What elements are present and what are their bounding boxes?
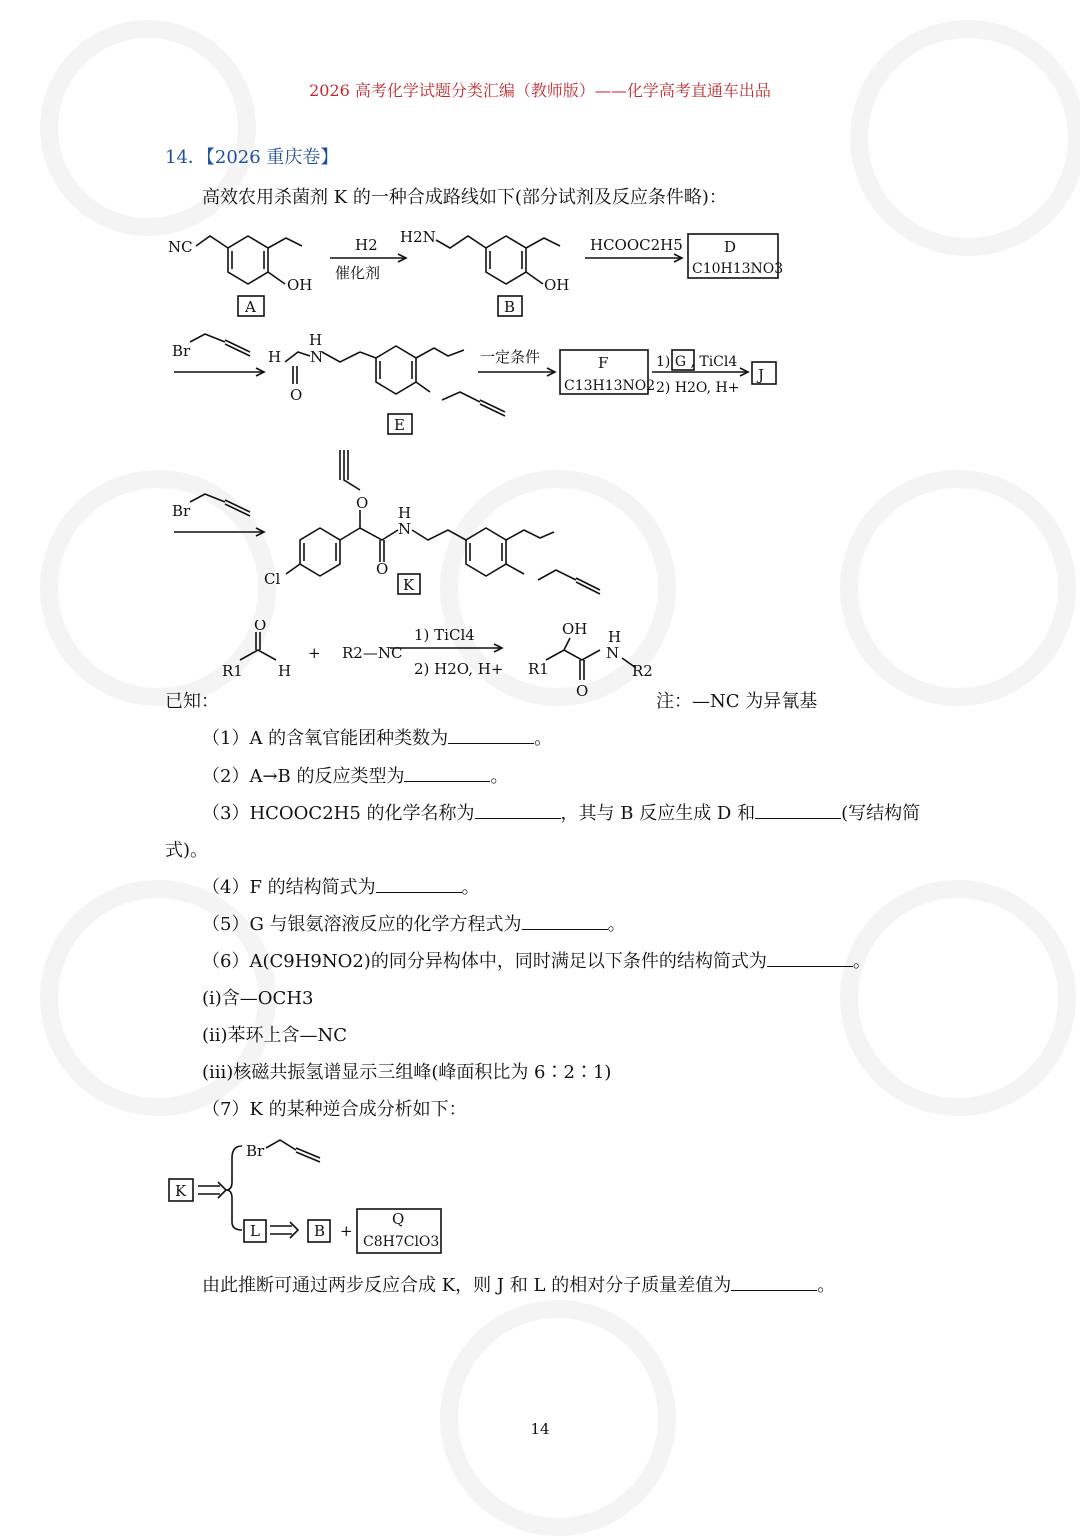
condition-iii: (iii)核磁共振氢谱显示三组峰(峰面积比为 6∶2∶1) — [202, 1062, 612, 1083]
svg-text:+: + — [308, 644, 321, 662]
page-header: 2026 高考化学试题分类汇编（教师版）——化学高考直通车出品 — [309, 81, 771, 100]
watermark — [840, 880, 1076, 1116]
svg-text:Br: Br — [172, 342, 191, 360]
question-4: （4）F 的结构简式为 。 — [202, 877, 480, 898]
watermark — [440, 1300, 676, 1536]
svg-text:H: H — [608, 628, 622, 646]
svg-text:O: O — [576, 682, 589, 700]
question-1: （1）A 的含氧官能团种类数为 。 — [202, 728, 553, 749]
retrosynthesis-diagram — [0, 1130, 1080, 1260]
svg-text:A: A — [245, 298, 256, 316]
svg-text:OH: OH — [562, 620, 588, 638]
svg-text:一定条件: 一定条件 — [480, 348, 541, 366]
svg-text:C13H13NO2: C13H13NO2 — [564, 378, 656, 394]
svg-text:Br: Br — [246, 1142, 265, 1160]
svg-text:B: B — [314, 1222, 326, 1240]
svg-text:+: + — [340, 1222, 353, 1240]
svg-text:O: O — [376, 560, 389, 578]
svg-text:H: H — [278, 662, 292, 680]
svg-text:N: N — [310, 348, 324, 366]
svg-text:O: O — [254, 620, 267, 634]
svg-text:K: K — [403, 576, 415, 594]
answer-blank[interactable] — [731, 1274, 817, 1291]
question-6: （6）A(C9H9NO2)的同分异构体中，同时满足以下条件的结构简式为 。 — [202, 951, 871, 972]
svg-text:R2—NC: R2—NC — [342, 644, 403, 662]
svg-text:2) H2O, H+: 2) H2O, H+ — [414, 660, 504, 678]
svg-text:2) H2O, H+: 2) H2O, H+ — [656, 380, 740, 396]
svg-text:O: O — [356, 494, 369, 512]
svg-text:B: B — [504, 298, 516, 316]
svg-text:OH: OH — [544, 276, 570, 294]
svg-text:H: H — [268, 348, 282, 366]
svg-text:E: E — [394, 416, 405, 434]
svg-text:H: H — [309, 331, 323, 349]
condition-i: (i)含—OCH3 — [202, 988, 314, 1009]
svg-text:O: O — [290, 386, 303, 404]
question-3: （3）HCOOC2H5 的化学名称为 ，其与 B 反应生成 D 和 (写结构简 — [202, 803, 921, 824]
known-prefix: 已知： — [165, 691, 219, 712]
svg-text:R1: R1 — [222, 662, 243, 680]
final-question: 由此推断可通过两步反应合成 K，则 J 和 L 的相对分子质量差值为 。 — [202, 1275, 836, 1296]
answer-blank[interactable] — [404, 765, 490, 782]
svg-text:OH: OH — [287, 276, 313, 294]
svg-text:J: J — [758, 366, 765, 384]
synthesis-scheme — [0, 215, 1080, 605]
page-number: 14 — [530, 1420, 550, 1438]
svg-text:催化剂: 催化剂 — [335, 264, 381, 282]
question-intro: 高效农用杀菌剂 K 的一种合成路线如下(部分试剂及反应条件略)： — [202, 187, 727, 208]
svg-text:D: D — [724, 238, 737, 256]
svg-text:HCOOC2H5: HCOOC2H5 — [590, 236, 683, 254]
svg-text:Q: Q — [392, 1210, 405, 1228]
question-number: 14．【2026 重庆卷】 — [165, 147, 339, 168]
condition-ii: (ii)苯环上含—NC — [202, 1025, 348, 1046]
svg-text:R1: R1 — [528, 660, 549, 678]
known-note: 注：—NC 为异氰基 — [656, 691, 818, 712]
svg-text:N: N — [398, 520, 412, 538]
answer-blank[interactable] — [376, 876, 462, 893]
svg-text:H2: H2 — [355, 236, 378, 254]
svg-text:Cl: Cl — [264, 570, 281, 588]
question-2: （2）A→B 的反应类型为 。 — [202, 766, 509, 787]
svg-text:H2N: H2N — [400, 228, 436, 246]
svg-text:N: N — [606, 644, 620, 662]
answer-blank[interactable] — [767, 950, 853, 967]
svg-text:R2: R2 — [632, 662, 653, 680]
question-7: （7）K 的某种逆合成分析如下： — [202, 1099, 467, 1120]
answer-blank[interactable] — [475, 802, 561, 819]
svg-text:1) G , TiCl4: 1) G , TiCl4 — [656, 354, 738, 370]
svg-text:C10H13NO3: C10H13NO3 — [692, 261, 784, 277]
question-5: （5）G 与银氨溶液反应的化学方程式为 。 — [202, 914, 626, 935]
svg-text:1) TiCl4: 1) TiCl4 — [414, 626, 475, 644]
svg-text:K: K — [175, 1182, 187, 1200]
svg-text:NC: NC — [168, 238, 193, 256]
answer-blank[interactable] — [522, 913, 608, 930]
known-reaction — [0, 620, 1080, 702]
question-3-cont: 式)。 — [165, 840, 209, 861]
svg-text:Br: Br — [172, 502, 191, 520]
svg-text:L: L — [250, 1222, 260, 1240]
answer-blank[interactable] — [755, 802, 841, 819]
svg-text:F: F — [598, 354, 609, 372]
answer-blank[interactable] — [448, 727, 534, 744]
svg-text:H: H — [398, 504, 412, 522]
svg-text:C8H7ClO3: C8H7ClO3 — [363, 1234, 440, 1250]
